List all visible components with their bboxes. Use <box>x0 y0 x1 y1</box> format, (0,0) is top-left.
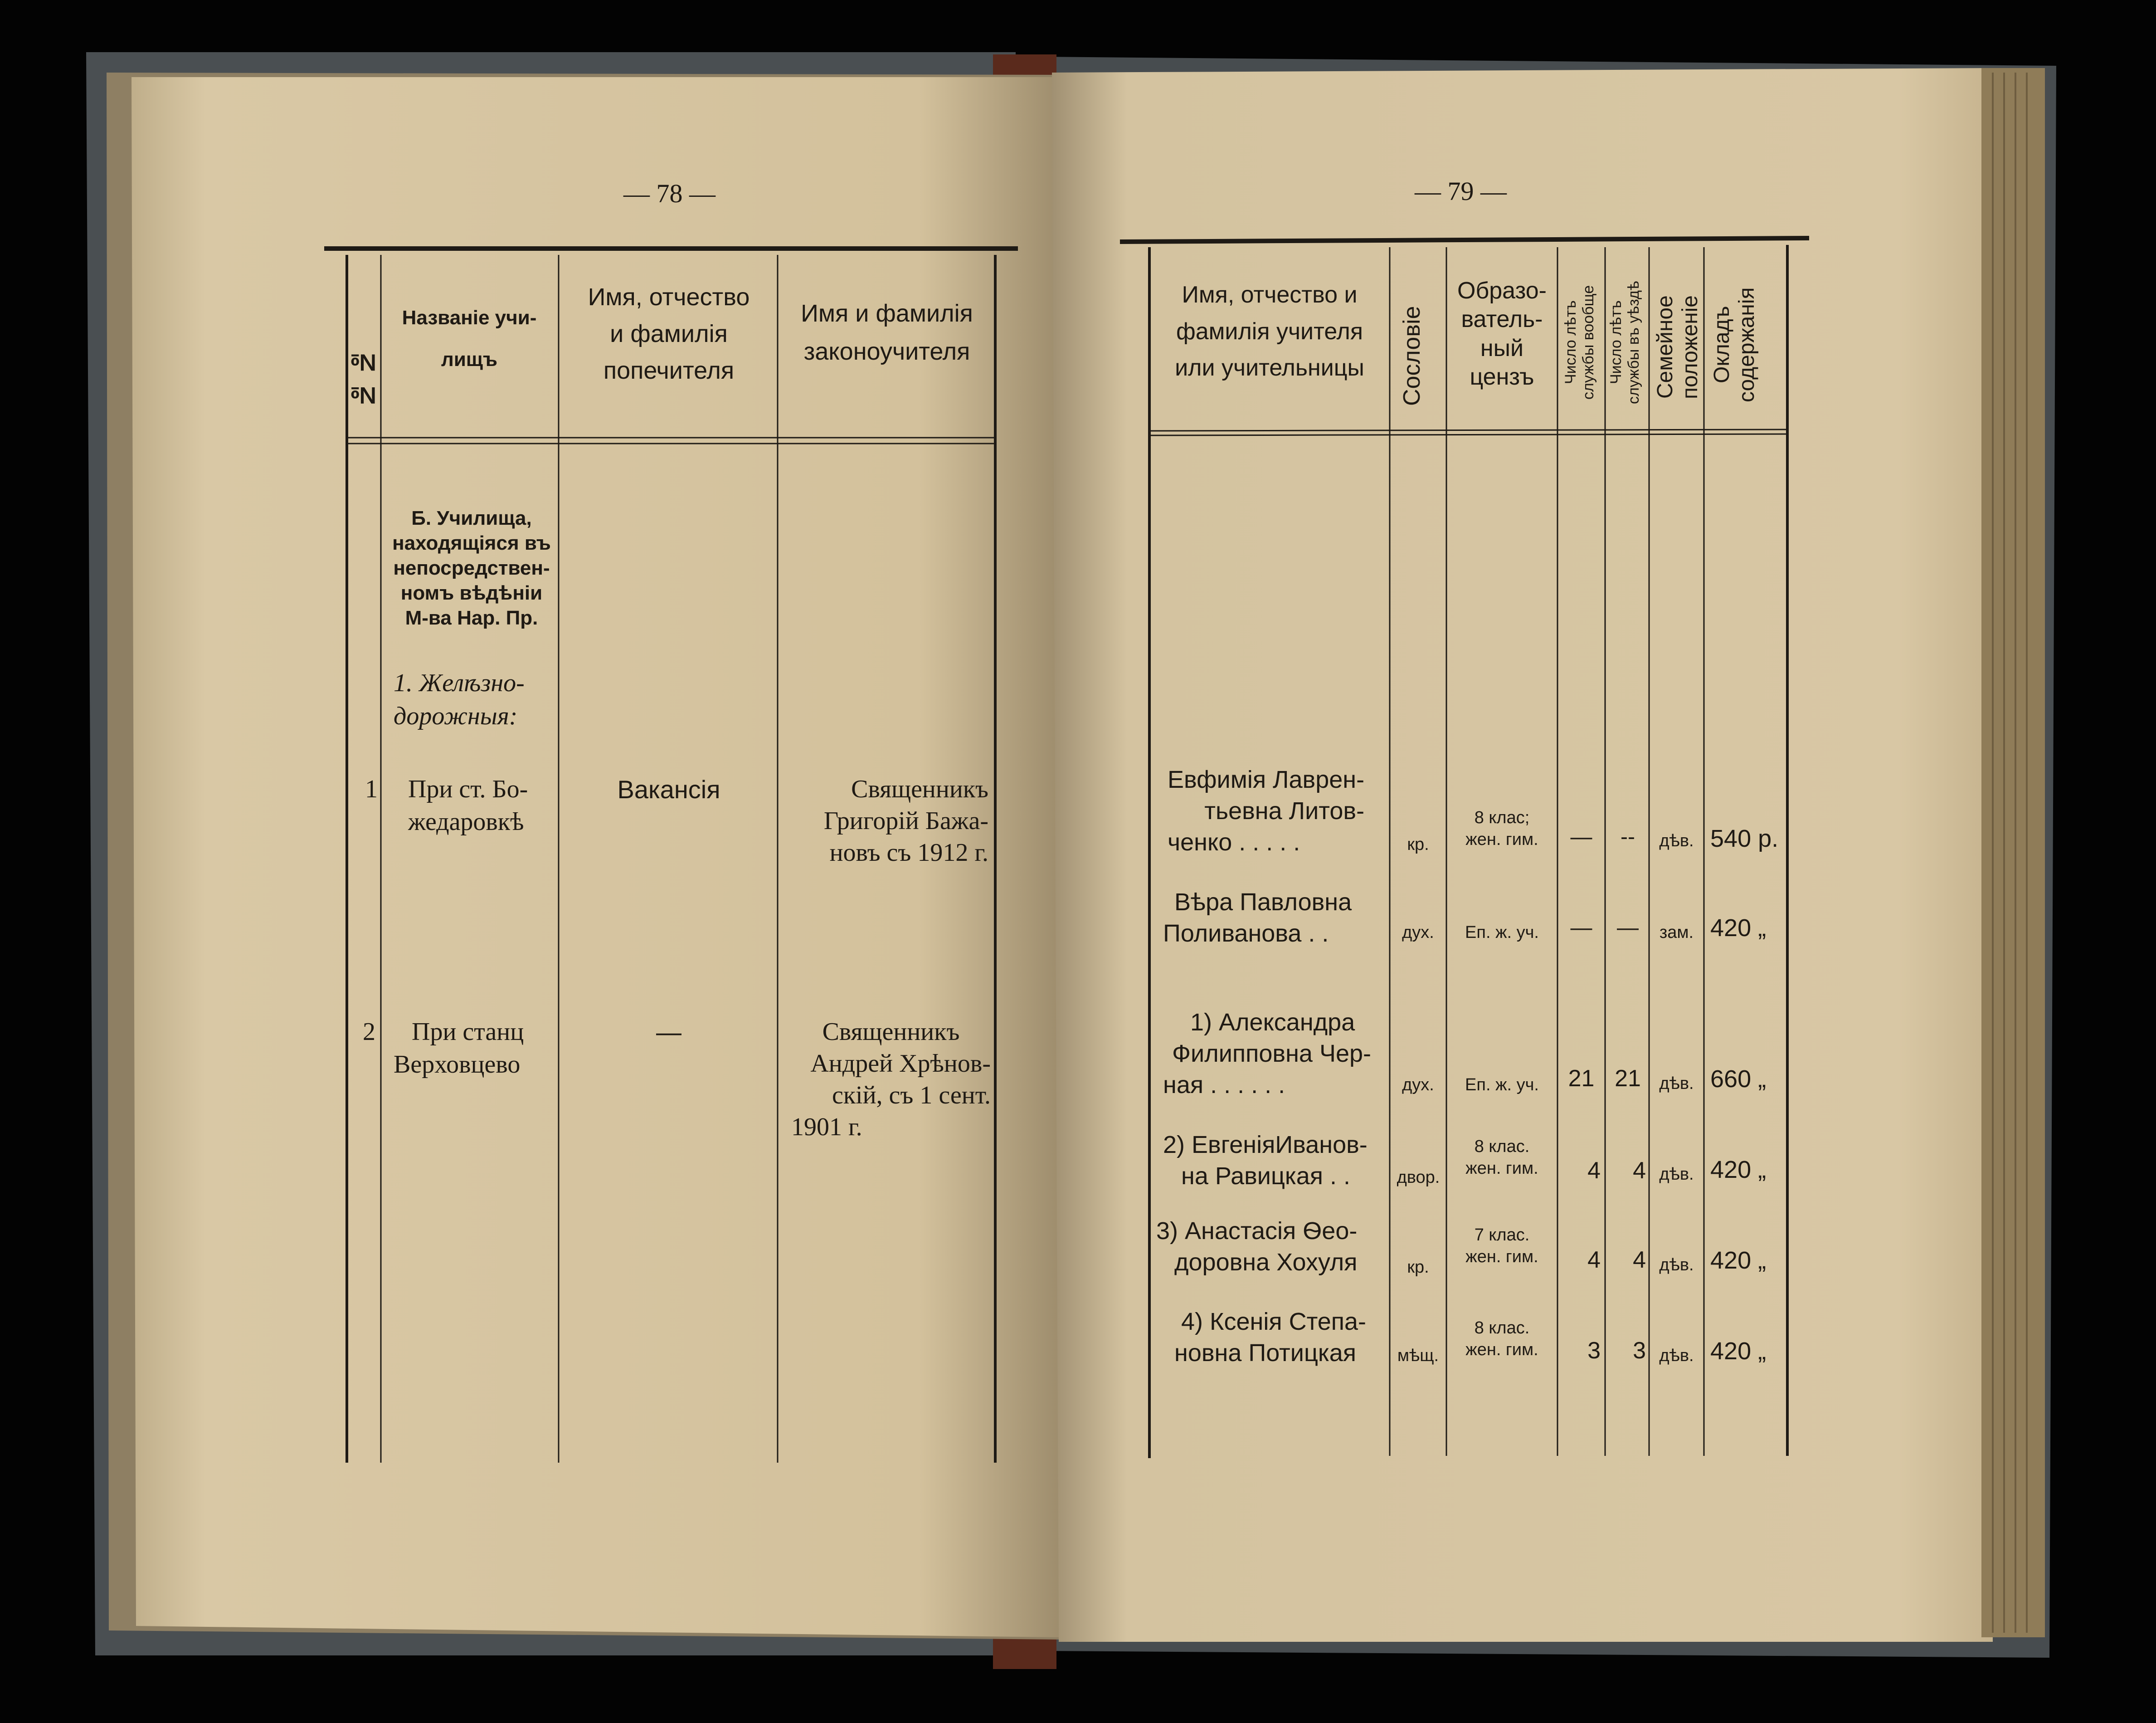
header-salary: Окладъ содержанія <box>1710 287 1759 402</box>
estate-cell: кр. <box>1407 835 1429 854</box>
family-cell: дѣв. <box>1659 1255 1694 1274</box>
teacher-cell: 2) ЕвгенiяИванов- на Равицкая . . <box>1163 1131 1368 1190</box>
years-total-cell: 4 <box>1587 1247 1601 1273</box>
row-number: 1 <box>365 775 378 803</box>
estate-cell: кр. <box>1407 1258 1429 1277</box>
page-number-left: — 78 — <box>623 179 715 208</box>
family-cell: дѣв. <box>1659 831 1694 850</box>
education-cell: 7 клас. жен. гим. <box>1465 1225 1538 1266</box>
trustee-cell: — <box>656 1018 681 1046</box>
years-district-cell: 4 <box>1633 1247 1646 1273</box>
years-district-cell: — <box>1617 916 1639 940</box>
teacher-cell: 4) Ксенія Степа- новна Потицкая <box>1174 1308 1366 1367</box>
priest-cell: Священникъ Григорій Бажа- новъ съ 1912 г. <box>823 775 988 867</box>
years-district-cell: 21 <box>1615 1065 1641 1092</box>
header-years-total: Число лѣтъ службы вообще <box>1562 285 1597 400</box>
page-number-right: — 79 — <box>1415 176 1507 206</box>
header-number: № № <box>350 349 376 409</box>
family-cell: зам. <box>1659 923 1694 942</box>
education-cell: Еп. ж. уч. <box>1465 923 1539 942</box>
header-estate: Сословіе <box>1399 306 1425 406</box>
years-total-cell: — <box>1570 825 1592 849</box>
years-total-cell: 21 <box>1568 1065 1595 1092</box>
salary-cell: 420 „ <box>1710 914 1767 942</box>
priest-cell: Священникъ Андрей Хрѣнов- скій, съ 1 сент. 1901 г. <box>791 1018 991 1141</box>
estate-cell: двор. <box>1397 1168 1440 1187</box>
salary-cell: 420 „ <box>1710 1156 1767 1183</box>
salary-cell: 420 „ <box>1710 1247 1767 1274</box>
years-district-cell: 4 <box>1633 1157 1646 1184</box>
subsection-heading: 1. Желѣзно- дорожныя: <box>394 669 525 730</box>
years-district-cell: 3 <box>1633 1337 1646 1364</box>
header-trustee: Имя, отчество и фамилія попечителя <box>588 283 750 384</box>
years-district-cell: -- <box>1621 825 1635 849</box>
section-heading: Б. Училища, находящіяся въ непосредствен- номъ вѣдѣніи М-ва Нар. Пр. <box>392 507 551 629</box>
header-priest: Имя и фамилія законоучителя <box>801 300 973 365</box>
header-family: Семейное положеніе <box>1653 295 1703 399</box>
years-total-cell: 4 <box>1587 1157 1601 1184</box>
family-cell: дѣв. <box>1659 1074 1694 1093</box>
salary-cell: 540 р. <box>1710 825 1779 852</box>
trustee-cell: Вакансія <box>617 775 720 804</box>
years-total-cell: — <box>1570 916 1592 940</box>
header-school-name: Названіе учи- лищъ <box>402 307 537 371</box>
education-cell: 8 клас; жен. гим. <box>1465 808 1538 849</box>
years-total-cell: 3 <box>1587 1337 1601 1364</box>
row-number: 2 <box>363 1018 375 1046</box>
teacher-cell: 3) Анастасія Ѳео- доровна Хохуля <box>1156 1217 1358 1276</box>
family-cell: дѣв. <box>1659 1346 1694 1365</box>
header-education: Образо- ватель- ный цензъ <box>1457 278 1547 390</box>
estate-cell: дух. <box>1402 1075 1434 1094</box>
education-cell: 8 клас. жен. гим. <box>1465 1137 1538 1178</box>
school-cell: При ст. Бо- жедаровкѣ <box>408 775 528 836</box>
family-cell: дѣв. <box>1659 1165 1694 1184</box>
education-cell: Еп. ж. уч. <box>1465 1075 1539 1094</box>
estate-cell: дух. <box>1402 923 1434 942</box>
salary-cell: 660 „ <box>1710 1065 1767 1093</box>
header-teacher: Имя, отчество и фамилія учителя или учительницы <box>1175 282 1364 381</box>
teacher-cell: 1) Александра Филипповна Чер- ная . . . . . . <box>1163 1009 1371 1099</box>
salary-cell: 420 „ <box>1710 1337 1767 1365</box>
header-years-district: Число лѣтъ службы въ уѣздѣ <box>1607 281 1643 404</box>
education-cell: 8 клас. жен. гим. <box>1465 1318 1538 1359</box>
school-cell: При станц Верховцево <box>394 1018 524 1079</box>
teacher-cell: Вѣра Павловна Поливанова . . <box>1163 888 1352 947</box>
estate-cell: мѣщ. <box>1397 1346 1439 1365</box>
teacher-cell: Евфимія Лаврен- тьевна Литов- ченко . . . . . <box>1168 766 1365 856</box>
